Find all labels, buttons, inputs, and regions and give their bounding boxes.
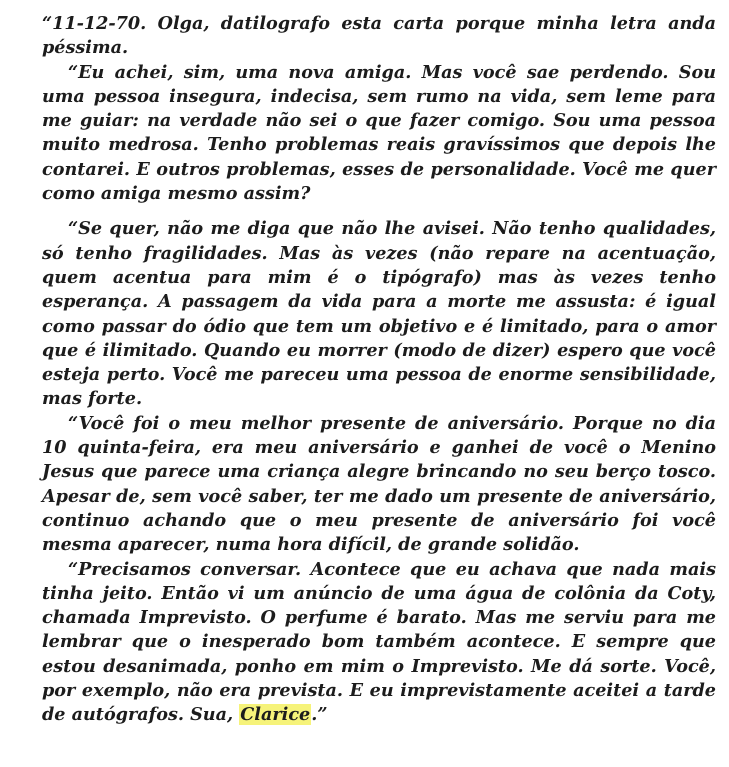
letter-heading-paragraph: “11-12-70. Olga, datilografo esta carta porque minha letra anda péssima. xyxy=(42,13,716,59)
letter-paragraph: “Você foi o meu melhor presente de aniversário. Porque no dia 10 quinta-feira, era meu aniversário e ganhei de você o Menino Jesus que parece uma criança alegre brincando no seu berço tosco. Apesar de, sem você saber, ter me dado um presente de aniversário, continuo achando que o meu presente de aniversário foi você mesma aparecer, numa hora difícil, de grande solidão. xyxy=(42,412,716,556)
signature-highlight: Clarice xyxy=(240,704,311,726)
closing-quote: .” xyxy=(311,704,328,726)
letter-paragraph: “Eu achei, sim, uma nova amiga. Mas você sae perdendo. Sou uma pessoa insegura, indecisa, sem rumo na vida, sem leme para me guiar: na verdade não sei o que fazer comigo. Sou uma pessoa muito medrosa. Tenho problemas reais gravíssimos que depois lhe contarei. E outros problemas, esses de personalidade. Você me quer como amiga mesmo assim? xyxy=(42,61,716,205)
letter-text xyxy=(42,12,716,728)
letter-paragraph: “Se quer, não me diga que não lhe avisei. Não tenho qualidades, só tenho fragilidades. Mas às vezes (não repare na acentuação, quem acentua para mim é o tipógrafo) mas às vezes tenho esperança. A passagem da vida para a morte me assusta: é igual como passar do ódio que tem um objetivo e é limitado, para o amor que é ilimitado. Quando eu morrer (modo de dizer) espero que você esteja perto. Você me pareceu uma pessoa de enorme sensibilidade, mas forte. xyxy=(42,218,716,410)
letter-final-paragraph xyxy=(42,558,716,728)
letter-final-text: “Precisamos conversar. Acontece que eu achava que nada mais tinha jeito. Então vi um anúncio de uma água de colônia da Coty, chamada Imprevisto. O perfume é barato. Mas me serviu para me lembrar que o inesperado bom também acontece. E sempre que estou desanimada, ponho em mim o Imprevisto. Me dá sorte. Você, por exemplo, não era prevista. E eu imprevistamente aceitei a tarde de autógrafos. Sua, xyxy=(42,558,716,726)
